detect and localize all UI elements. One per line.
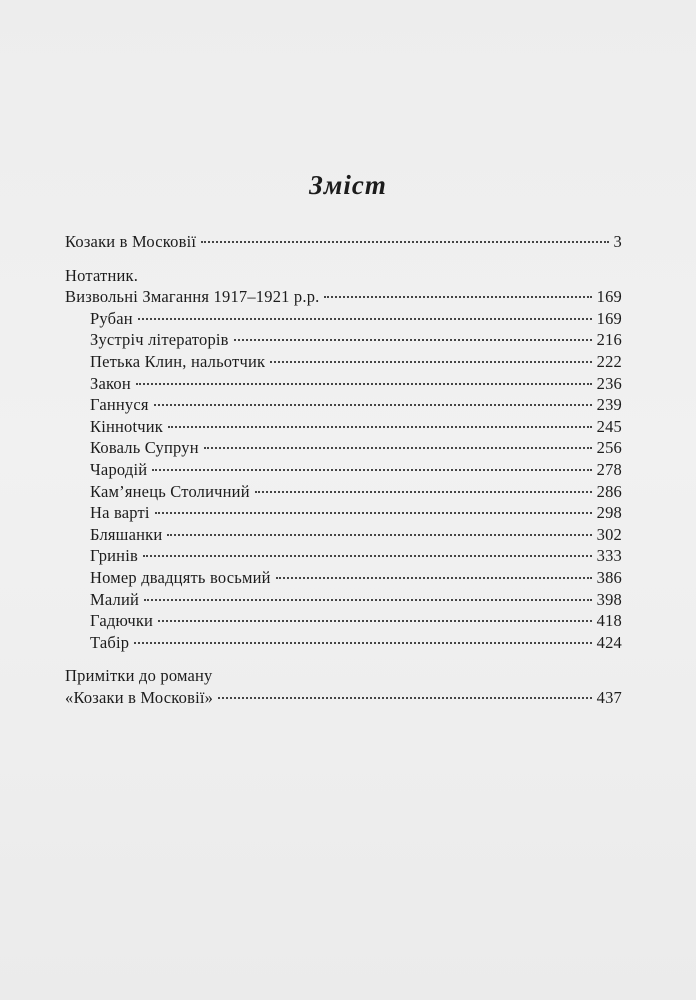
toc-subentry — [65, 502, 622, 524]
toc-subentry-label: Ганнуся — [90, 395, 149, 415]
toc-subentry-page: 256 — [596, 438, 622, 458]
dot-leader — [144, 599, 592, 601]
dot-leader — [143, 555, 592, 557]
dot-leader — [158, 620, 592, 622]
toc-subentry-page: 298 — [596, 503, 622, 523]
toc-subentry — [65, 481, 622, 503]
toc-subentry-label: Бляшанки — [90, 524, 163, 544]
toc-subentry-page: 236 — [596, 373, 622, 393]
toc-subentry-label: Табір — [90, 632, 130, 652]
dot-leader — [152, 469, 591, 471]
toc-subentry — [65, 351, 622, 373]
toc-subentry-page: 169 — [596, 308, 622, 328]
toc-subentry-label: Зустріч літераторів — [90, 330, 229, 350]
toc-subentry-label: Гадючки — [90, 611, 154, 631]
toc-subentries — [65, 308, 622, 654]
dot-leader — [255, 491, 592, 493]
toc-subentry-page: 245 — [596, 416, 622, 436]
toc-entry-page: 3 — [613, 232, 622, 251]
toc-subentry-page: 424 — [596, 632, 622, 652]
dot-leader — [324, 296, 591, 298]
toc-subentry-page: 333 — [596, 546, 622, 566]
dot-leader — [270, 361, 591, 363]
toc-subentry — [65, 459, 622, 481]
dot-leader — [155, 512, 592, 514]
toc-subentry-page: 222 — [596, 351, 622, 371]
toc-subentry-label: На варті — [90, 503, 150, 523]
toc-subentry-label: Малий — [90, 589, 140, 609]
table-of-contents — [65, 231, 622, 708]
toc-subentry-page: 216 — [596, 330, 622, 350]
toc-subentry-label: Кам’янець Столичний — [90, 481, 250, 501]
spacer — [65, 253, 622, 265]
toc-entry-label: «Козаки в Московії» — [65, 687, 214, 707]
toc-entry-label: Козаки в Московії — [65, 232, 197, 251]
toc-subentry-label: Чародій — [90, 459, 148, 479]
dot-leader — [136, 383, 592, 385]
toc-subentry-label: Петька Клин, нальотчик — [90, 351, 266, 371]
spacer — [65, 653, 622, 665]
toc-subentry-label: Кінноtчик — [90, 416, 164, 436]
toc-subentry-label: Закон — [90, 373, 131, 393]
toc-heading — [65, 265, 622, 287]
toc-subentry — [65, 329, 622, 351]
dot-leader — [168, 426, 592, 428]
toc-entry-page: 169 — [596, 287, 622, 307]
toc-subentry-page: 386 — [596, 567, 622, 587]
toc-entry — [65, 231, 622, 253]
dot-leader — [201, 241, 608, 243]
toc-subentry — [65, 416, 622, 438]
toc-subentry-label: Гринів — [90, 546, 138, 566]
toc-subentry-page: 398 — [596, 589, 622, 609]
dot-leader — [167, 534, 591, 536]
toc-subentry — [65, 394, 622, 416]
toc-heading-label: Нотатник. — [65, 265, 139, 285]
toc-heading — [65, 665, 622, 687]
toc-subentry — [65, 610, 622, 632]
toc-entry-page: 437 — [596, 687, 622, 707]
toc-subentry — [65, 524, 622, 546]
toc-subentry — [65, 545, 622, 567]
page-title: Зміст — [309, 170, 387, 200]
dot-leader — [154, 404, 592, 406]
toc-notes-heading: Примітки до роману — [65, 666, 213, 686]
toc-subentry — [65, 437, 622, 459]
dot-leader — [276, 577, 592, 579]
toc-subentry — [65, 373, 622, 395]
dot-leader — [138, 318, 592, 320]
toc-subentry-page: 302 — [596, 524, 622, 544]
toc-entry-label: Визвольні Змагання 1917–1921 р.р. — [65, 287, 320, 307]
toc-subentry-label: Номер двадцять восьмий — [90, 567, 271, 587]
toc-subentry-page: 239 — [596, 395, 622, 415]
toc-subentry-page: 286 — [596, 481, 622, 501]
toc-entry — [65, 687, 622, 709]
dot-leader — [204, 447, 592, 449]
toc-subentry-label: Коваль Супрун — [90, 438, 199, 458]
dot-leader — [234, 339, 592, 341]
toc-subentry-page: 418 — [596, 611, 622, 631]
toc-subentry — [65, 308, 622, 330]
toc-subentry — [65, 567, 622, 589]
toc-entry — [65, 286, 622, 308]
toc-subentry — [65, 589, 622, 611]
toc-subentry-label: Рубан — [90, 308, 133, 328]
dot-leader — [134, 642, 591, 644]
dot-leader — [218, 697, 592, 699]
toc-subentry — [65, 632, 622, 654]
toc-subentry-page: 278 — [596, 459, 622, 479]
